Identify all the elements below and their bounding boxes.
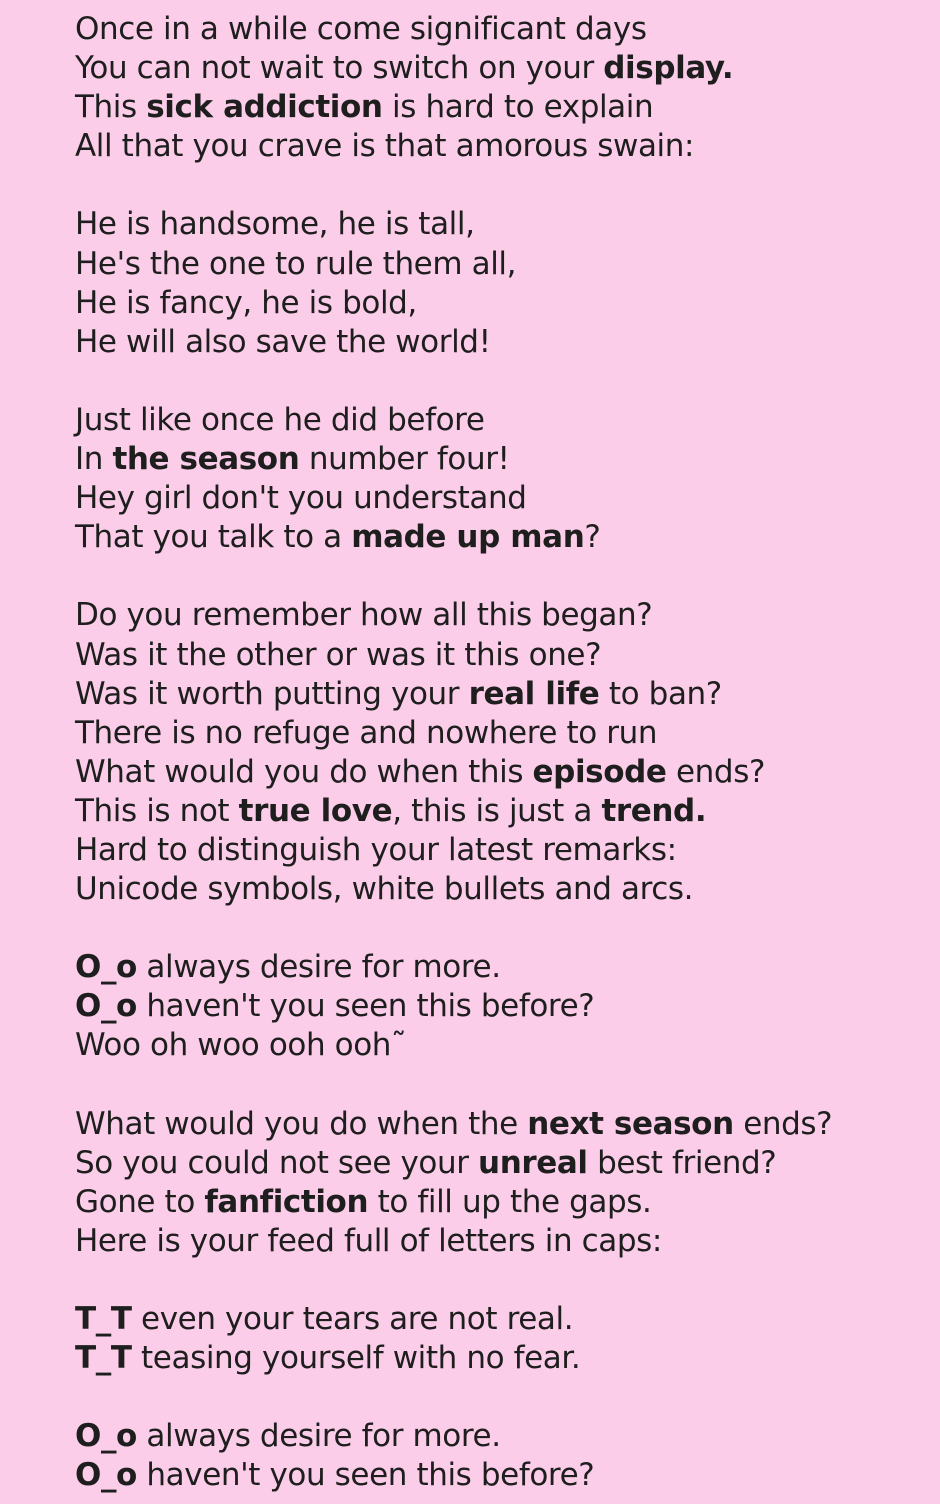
poem-line — [75, 323, 935, 362]
text-segment: number four! — [299, 441, 510, 478]
poem-line — [75, 401, 935, 440]
text-segment: You can not wait to switch on your — [75, 50, 604, 87]
text-segment: He is fancy, he is bold, — [75, 284, 417, 321]
text-segment: best friend? — [587, 1144, 777, 1181]
text-segment: All that you crave is that amorous swain: — [75, 128, 695, 165]
bold-phrase: episode — [532, 753, 667, 790]
text-segment: is hard to explain — [382, 89, 654, 126]
poem-text — [75, 10, 935, 1496]
bold-phrase: display. — [603, 50, 734, 87]
text-segment: to ban? — [599, 675, 722, 712]
text-segment: ends? — [733, 1105, 833, 1142]
poem-line — [75, 792, 935, 831]
text-segment: even your tears are not real. — [131, 1301, 574, 1338]
poem-line — [75, 245, 935, 284]
poem-line — [75, 518, 935, 557]
bold-phrase: O_o — [75, 1418, 137, 1455]
stanza-break — [75, 909, 935, 948]
poem-line — [75, 479, 935, 518]
text-segment: Was it the other or was it this one? — [75, 636, 602, 673]
text-segment: , this is just a — [392, 792, 602, 829]
poem-line — [75, 1222, 935, 1261]
text-segment: Just like once he did before — [75, 401, 485, 438]
bold-phrase: real life — [468, 675, 600, 712]
text-segment: There is no refuge and nowhere to run — [75, 714, 658, 751]
text-segment: haven't you seen this before? — [136, 1457, 595, 1494]
text-segment: to fill up the gaps. — [368, 1183, 652, 1220]
bold-phrase: next season — [527, 1105, 734, 1142]
poem-line — [75, 870, 935, 909]
text-segment: Unicode symbols, white bullets and arcs. — [75, 871, 694, 908]
poem-line — [75, 753, 935, 792]
text-segment: always desire for more. — [136, 949, 501, 986]
poem-line — [75, 948, 935, 987]
poem-line — [75, 88, 935, 127]
poem-line — [75, 1183, 935, 1222]
poem-line — [75, 831, 935, 870]
text-segment: Do you remember how all this began? — [75, 597, 653, 634]
poem-line — [75, 1456, 935, 1495]
text-segment: This is not — [75, 792, 239, 829]
text-segment: This — [75, 89, 147, 126]
bold-phrase: sick addiction — [146, 89, 383, 126]
bold-phrase: O_o — [75, 949, 137, 986]
poem-line — [75, 127, 935, 166]
bold-phrase: T_T — [75, 1301, 132, 1338]
poem-line — [75, 1144, 935, 1183]
poem-line — [75, 675, 935, 714]
text-segment: What would you do when the — [75, 1105, 528, 1142]
bold-phrase: fanfiction — [204, 1183, 369, 1220]
poem-line — [75, 49, 935, 88]
bold-phrase: unreal — [478, 1144, 588, 1181]
text-segment: So you could not see your — [75, 1144, 479, 1181]
poem-line — [75, 714, 935, 753]
poem-line — [75, 1339, 935, 1378]
bold-phrase: O_o — [75, 988, 137, 1025]
text-segment: Hey girl don't you understand — [75, 480, 527, 517]
poem-line — [75, 1026, 935, 1065]
stanza-break — [75, 1261, 935, 1300]
poem-line — [75, 1105, 935, 1144]
text-segment: Once in a while come significant days — [75, 11, 647, 47]
bold-phrase: trend. — [601, 792, 707, 829]
text-segment: Woo oh woo ooh ooh˜ — [75, 1027, 407, 1064]
stanza-break — [75, 557, 935, 596]
stanza-break — [75, 362, 935, 401]
text-segment: Gone to — [75, 1183, 205, 1220]
stanza-break — [75, 166, 935, 205]
poem-line — [75, 596, 935, 635]
text-segment: He will also save the world! — [75, 323, 491, 360]
bold-phrase: true love — [238, 792, 393, 829]
poem-line — [75, 10, 935, 49]
poem-line — [75, 284, 935, 323]
poem-line — [75, 987, 935, 1026]
poem-line — [75, 636, 935, 675]
bold-phrase: the season — [112, 441, 300, 478]
text-segment: In — [75, 441, 113, 478]
poem-line — [75, 205, 935, 244]
poem-line — [75, 1300, 935, 1339]
poem-line — [75, 440, 935, 479]
text-segment: That you talk to a — [75, 519, 352, 556]
stanza-break — [75, 1378, 935, 1417]
text-segment: ? — [584, 519, 601, 556]
text-segment: teasing yourself with no fear. — [131, 1340, 581, 1377]
text-segment: He's the one to rule them all, — [75, 245, 517, 282]
bold-phrase: O_o — [75, 1457, 137, 1494]
text-segment: haven't you seen this before? — [136, 988, 595, 1025]
bold-phrase: T_T — [75, 1340, 132, 1377]
poem-line — [75, 1417, 935, 1456]
text-segment: Hard to distinguish your latest remarks: — [75, 831, 677, 868]
text-segment: He is handsome, he is tall, — [75, 206, 475, 243]
text-segment: Here is your feed full of letters in caps: — [75, 1222, 662, 1259]
bold-phrase: made up man — [351, 519, 585, 556]
text-segment: What would you do when this — [75, 753, 533, 790]
text-segment: ends? — [666, 753, 766, 790]
text-segment: Was it worth putting your — [75, 675, 469, 712]
stanza-break — [75, 1066, 935, 1105]
text-segment: always desire for more. — [136, 1418, 501, 1455]
